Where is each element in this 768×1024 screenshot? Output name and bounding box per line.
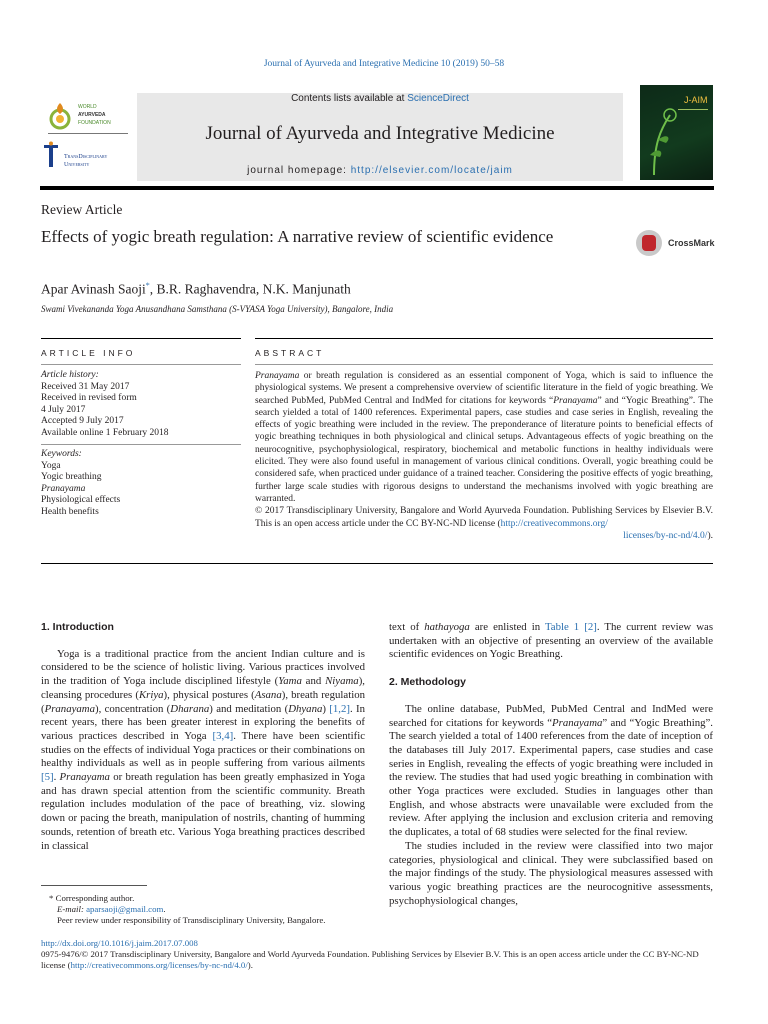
- introduction-heading: 1. Introduction: [41, 621, 114, 633]
- introduction-continued: text of hathayoga are enlisted in Table 1 [2]. The current review was undertaken with an objective of presenting an overview of the available scientific evidences on Yogic Breathing.: [389, 621, 714, 661]
- right-column: [389, 621, 713, 908]
- footnote-mark: *: [49, 893, 54, 903]
- wayf-line-3: FOUNDATION: [78, 120, 111, 126]
- footnote-corresponding: [41, 893, 381, 904]
- abstract-text-1: or breath regulation is considered as an essential component of Yoga, which is said to influence the physiological systems. We present a comprehensive overview of scientific literature in the field of yogic breathing. We searched PubMed, PubMed Central and IndMed for citations for keywords “: [255, 371, 713, 406]
- keyword-2: Yogic breathing: [41, 472, 102, 482]
- history-label: Article history:: [41, 370, 99, 380]
- footer-license-close: ).: [247, 960, 253, 970]
- article-title: Effects of yogic breath regulation: A narrative review of scientific evidence: [41, 227, 554, 246]
- journal-header-box: [137, 93, 623, 181]
- footer-copyright: [41, 949, 714, 971]
- doi-link[interactable]: http://dx.doi.org/10.1016/j.jaim.2017.07.008: [41, 938, 198, 948]
- crossmark-button[interactable]: [636, 230, 716, 256]
- history-3: 4 July 2017: [41, 404, 86, 415]
- methodology-paragraph-2: The studies included in the review were classified into two major categories, physiological and clinical. They were subclassified based on the major findings of the study. The physiological measures assessed with various yogic breathing practices are the neurocognitive assessments, psychophysiological changes,: [389, 839, 713, 907]
- header-rule: [40, 186, 714, 190]
- journal-title: Journal of Ayurveda and Integrative Medicine: [205, 123, 555, 144]
- logo-divider: [48, 133, 128, 134]
- history-5: Available online 1 February 2018: [41, 427, 169, 438]
- tdu-line-1: TransDisciplinary: [64, 154, 108, 160]
- affiliation: Swami Vivekananda Yoga Anusandhana Samsthana (S-VYASA Yoga University), Bangalore, India: [41, 304, 394, 314]
- abstract-copyright: [255, 505, 713, 530]
- methodology-paragraph-1: The online database, PubMed, PubMed Central and IndMed were searched for citations for keywords “Pranayama” and “Yogic Breathing”. The search yielded a total of 1400 references from the date of inception of the databases till July 2017. Experimental papers, case studies and case series in English, revealing the effects of yogic breathing were included in the review. The studies that had used yogic breathing in combination with other Yoga practices were excluded. Studies in languages other than English, and whose abstracts were unavailable were excluded from the review. After applying the inclusion and exclusion criteria and removing the duplicates, a total of 68 studies were selected for the final review.: [389, 702, 713, 839]
- license-link-part-2[interactable]: licenses/by-nc-nd/4.0/: [623, 530, 708, 541]
- history-1: Received 31 May 2017: [41, 381, 130, 392]
- author-1: Apar Avinash Saoji: [41, 281, 146, 297]
- footnote: [41, 893, 381, 926]
- page-footer: [41, 938, 714, 971]
- footnote-rule: [41, 885, 147, 886]
- license-link-part-1[interactable]: http://creativecommons.org/: [500, 518, 608, 529]
- wayf-logo-text: [78, 103, 111, 127]
- email-link[interactable]: aparsaoji@gmail.com: [86, 904, 164, 914]
- license-close: ).: [707, 530, 713, 541]
- cover-divider: [678, 109, 708, 110]
- abstract-heading: ABSTRACT: [255, 348, 325, 358]
- abstract-heading-rule: [255, 364, 713, 365]
- authors-rest: , B.R. Raghavendra, N.K. Manjunath: [149, 281, 351, 297]
- info-heading-rule: [41, 364, 241, 365]
- keyword-1: Yoga: [41, 460, 61, 471]
- transdisciplinary-university-logo-icon: [42, 141, 60, 169]
- info-divider: [41, 444, 241, 445]
- keyword-5: Health benefits: [41, 506, 99, 517]
- article-info: [41, 370, 241, 518]
- abstract-body: [255, 370, 713, 542]
- email-end: .: [163, 904, 166, 914]
- footnote-email: [41, 904, 381, 915]
- journal-reference[interactable]: Journal of Ayurveda and Integrative Medicine 10 (2019) 50–58: [263, 59, 505, 69]
- email-label: E-mail:: [57, 904, 87, 914]
- contents-line: [137, 93, 623, 104]
- journal-cover-image[interactable]: [640, 85, 713, 180]
- cover-title: J-AIM: [684, 95, 708, 105]
- article-type: Review Article: [41, 202, 123, 217]
- wayf-line-1: WORLD: [78, 104, 97, 110]
- abstract-lead: Pranayama: [255, 371, 300, 381]
- abstract-text-2: ” and “Yogic Breathing”. The search yielded a total of 1400 references. Experimental papers, case studies and case series in English, revealing the effects of yogic breathing were included in the review. The preponderance of literature points to beneficial effects of yogic breathing techniques in both physiological and clinical setups. Advantageous effects of yogic breathing on the neurocognitive, psychophysiological, respiratory, biochemical and metabolic functions in healthy individuals were elicited. They were also found useful in management of various clinical conditions. Overall, yogic breathing could be considered safe, when practiced under guidance of a trained teacher. Considering the positive effects of yogic breathing, further large scale studies with rigorous designs to understand the mechanisms involved with yogic breathing are warranted.: [255, 395, 713, 504]
- left-column: [41, 621, 365, 853]
- keyword-4: Physiological effects: [41, 495, 121, 505]
- keywords-label: Keywords:: [41, 449, 82, 459]
- tdu-line-2: University: [64, 162, 90, 168]
- info-top-rule: [41, 338, 241, 339]
- abstract-paragraph: [255, 370, 713, 505]
- crossmark-icon: [636, 230, 662, 256]
- crossmark-label: CrossMark: [668, 238, 715, 248]
- author-list: [41, 281, 351, 298]
- homepage-line: [137, 165, 623, 176]
- tdu-logo-text: [64, 153, 107, 169]
- wayf-line-2: AYURVEDA: [78, 112, 106, 118]
- corresponding-author-label: Corresponding author.: [55, 893, 135, 903]
- corresponding-mark[interactable]: *: [145, 281, 150, 290]
- article-info-heading: ARTICLE INFO: [41, 348, 136, 358]
- keyword-3: Pranayama: [41, 483, 86, 494]
- publisher-logos: [40, 93, 130, 183]
- history-2: Received in revised form: [41, 393, 137, 403]
- contents-prefix: Contents lists available at: [291, 93, 408, 104]
- introduction-paragraph: Yoga is a traditional practice from the ancient Indian culture and is considered to be the science of holistic living. Various practices involved in the tradition of Yoga include disciplined lifestyle (Yama and Niyama), cleansing procedures (Kriya), physical postures (Asana), breath regulation (Pranayama), concentration (Dharana) and meditation (Dhyana) [1,2]. In recent years, there has been greater interest in exploring the benefits of various practices described in Yoga [3,4]. There have been scientific studies on the effects of individual Yoga practices or their combinations on healthy individuals as well as in people suffering from various ailments [5]. Pranayama or breath regulation has been greatly emphasized in Yoga and has drawn special attention from the scientific community. Breath regulation includes modulation of the pace of breathing, viz. slowing down or pacing the breath, manipulation of nostrils, chanting of humming sounds, retention of breath etc. Various Yoga breathing practices described in classical: [41, 647, 365, 852]
- footer-line: 0975-9476/© 2017 Transdisciplinary University, Bangalore and World Ayurveda Foundation. Publishing Services by Elsevier B.V. This is an open access article under the CC BY-NC-ND license (: [41, 949, 699, 970]
- footer-license-link[interactable]: http://creativecommons.org/licenses/by-nc-nd/4.0/: [70, 960, 248, 970]
- journal-homepage-link[interactable]: http://elsevier.com/locate/jaim: [350, 165, 513, 176]
- abstract-keyword: Pranayama: [553, 395, 598, 406]
- world-ayurveda-foundation-logo-icon: [48, 101, 72, 131]
- sciencedirect-link[interactable]: ScienceDirect: [407, 93, 469, 104]
- history-4: Accepted 9 July 2017: [41, 416, 124, 426]
- methodology-heading: 2. Methodology: [389, 676, 466, 689]
- peer-review-note: Peer review under responsibility of Transdisciplinary University, Bangalore.: [57, 915, 326, 925]
- copyright-text: © 2017 Transdisciplinary University, Bangalore and World Ayurveda Foundation. Publishing Services by Elsevier B.V. This is an open access article under the CC BY-NC-ND license (: [255, 506, 713, 529]
- abstract-license-end: [255, 530, 713, 542]
- abstract-top-rule: [255, 338, 713, 339]
- homepage-prefix: journal homepage:: [247, 165, 351, 176]
- abstract-bottom-rule: [41, 563, 713, 564]
